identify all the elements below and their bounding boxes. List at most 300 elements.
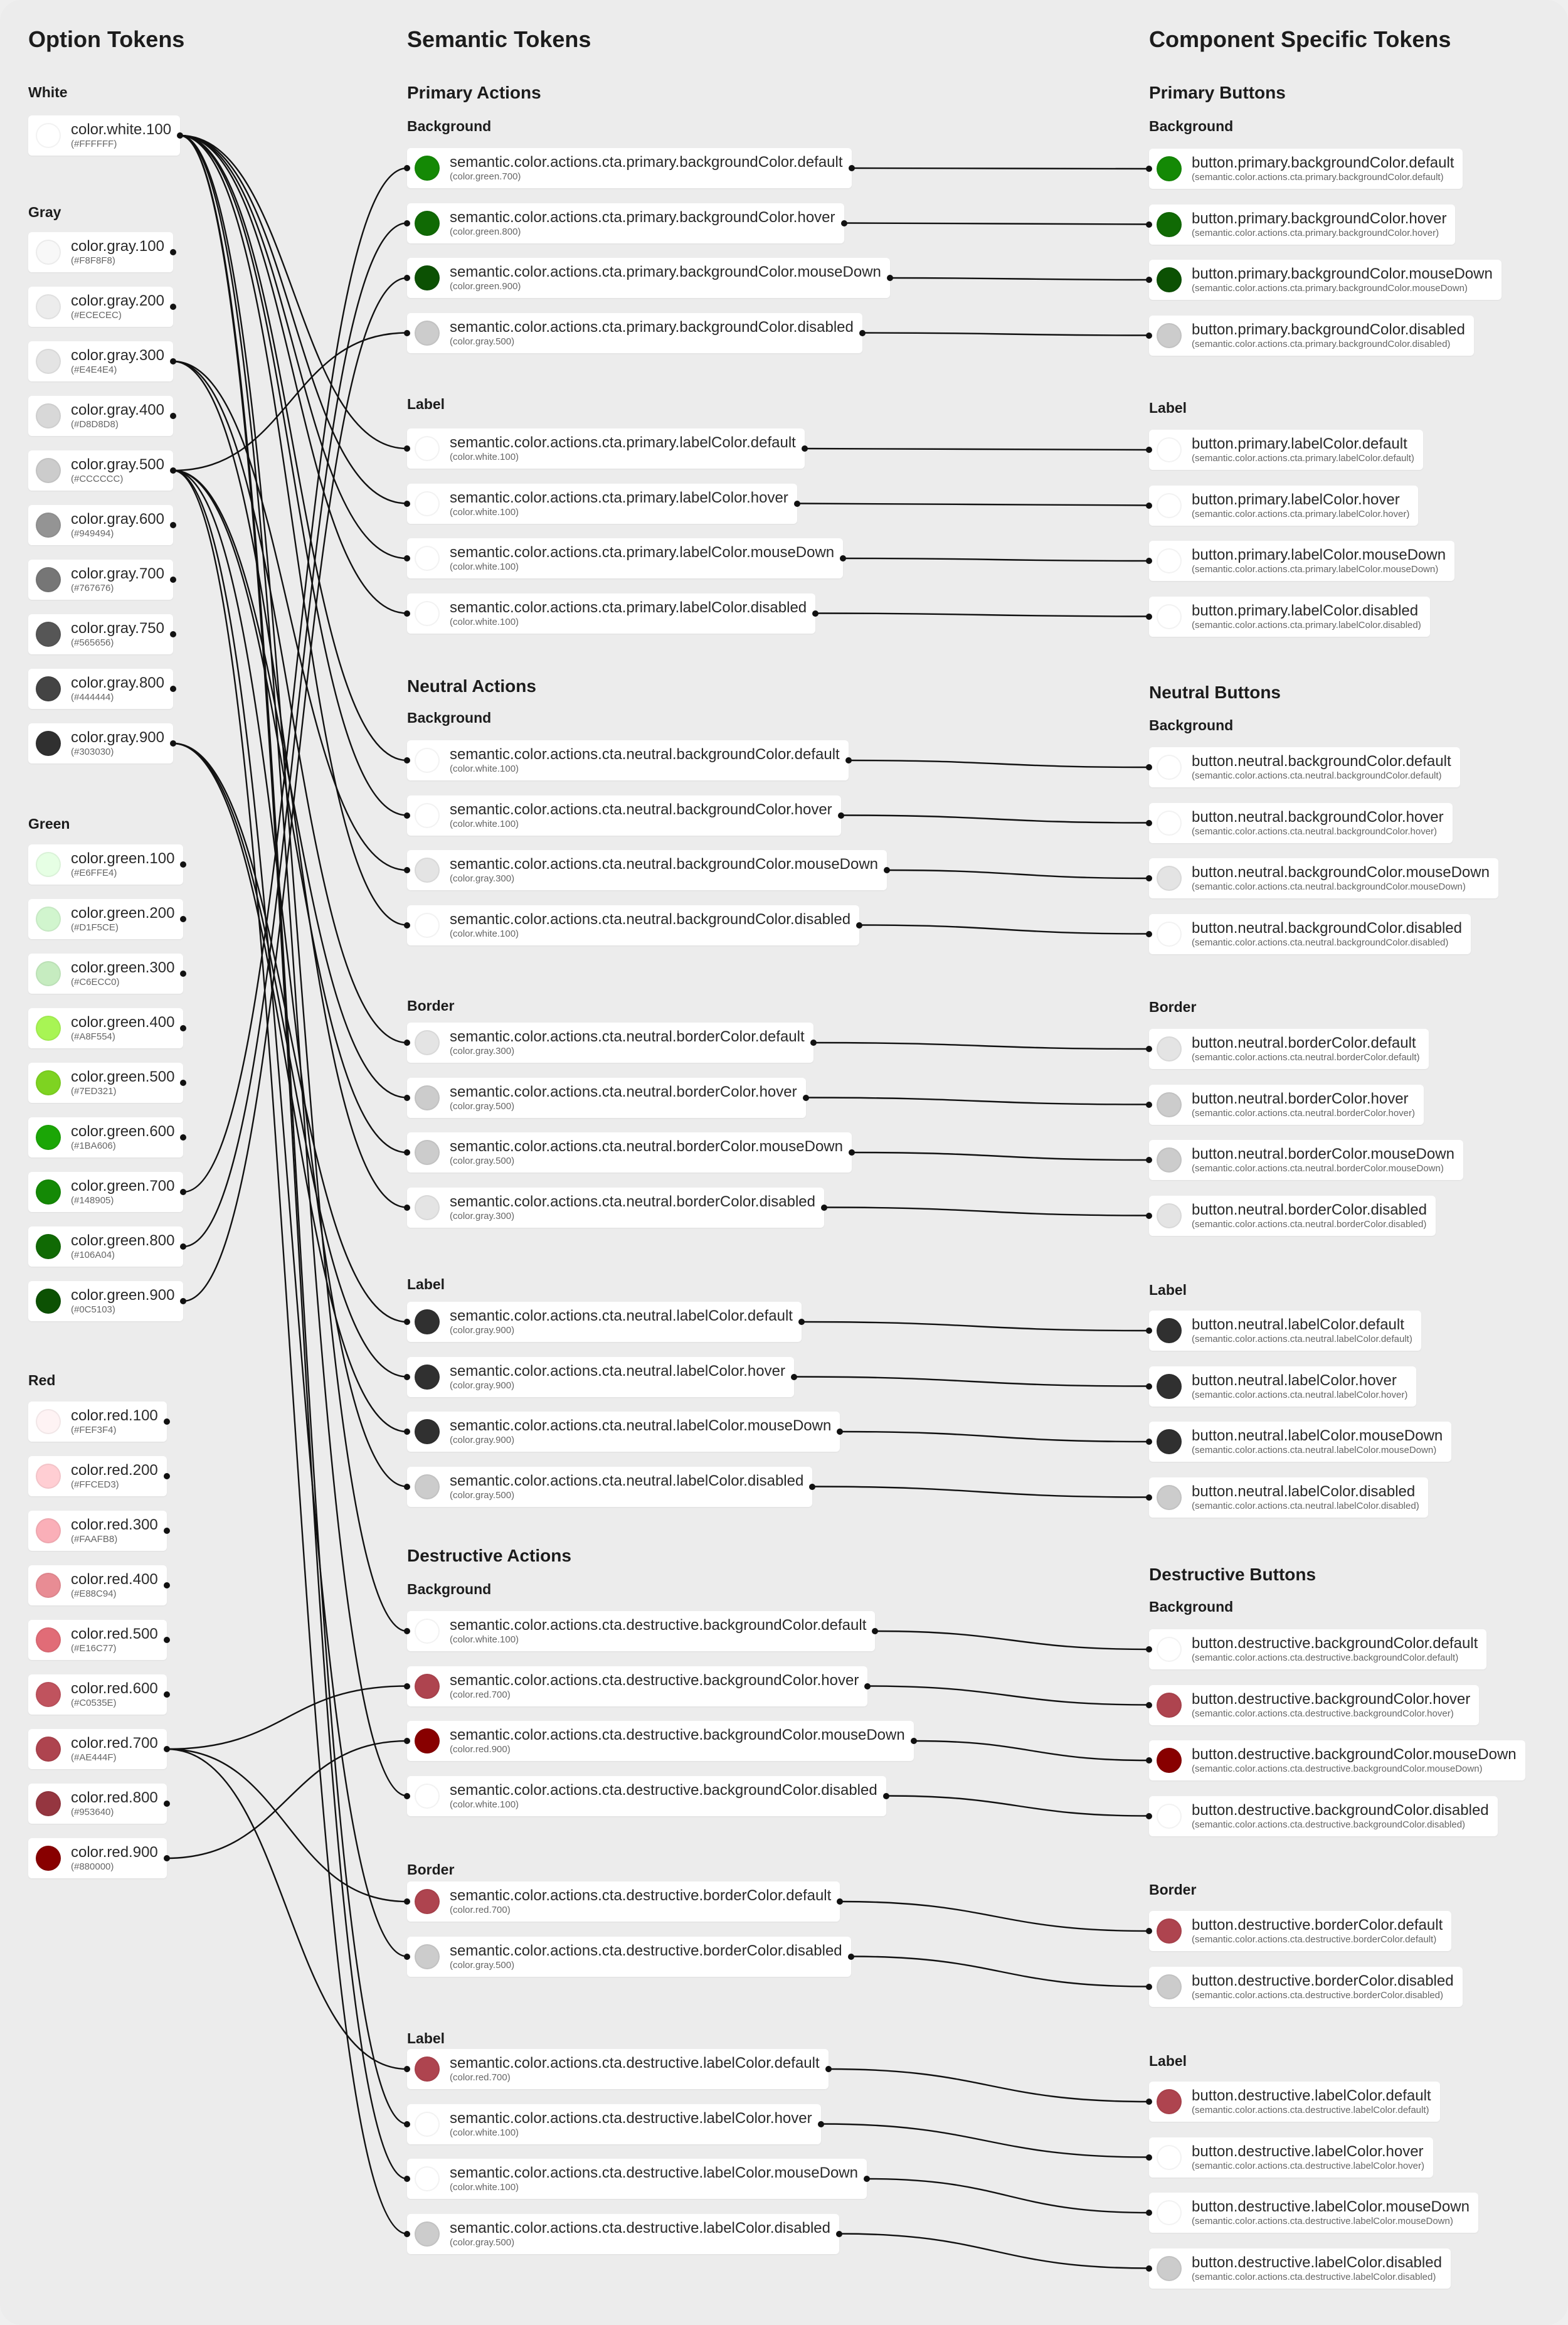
- color-swatch-icon: [415, 211, 440, 236]
- token-text: [450, 1308, 793, 1336]
- token-reference: (#FEF3F4): [71, 1425, 117, 1436]
- semantic-output-dot[interactable]: [849, 165, 855, 171]
- token-card-color-red-100[interactable]: [28, 1402, 167, 1442]
- component-input-dot[interactable]: [1146, 166, 1152, 172]
- token-card-semantic-color-actions-cta-destructive-labelColor-hover[interactable]: [407, 2104, 821, 2144]
- component-input-dot[interactable]: [1146, 614, 1152, 620]
- token-card-color-gray-900[interactable]: [28, 723, 173, 763]
- component-input-dot[interactable]: [1146, 1383, 1152, 1390]
- token-card-semantic-color-actions-cta-primary-labelColor-hover[interactable]: [407, 484, 797, 524]
- semantic-input-dot[interactable]: [404, 610, 410, 617]
- token-card-button-primary-backgroundColor-hover[interactable]: [1149, 205, 1455, 245]
- semantic-group-title: Neutral Actions: [407, 676, 536, 696]
- component-input-dot[interactable]: [1146, 931, 1152, 937]
- semantic-input-dot[interactable]: [404, 1429, 410, 1435]
- token-card-semantic-color-actions-cta-neutral-borderColor-mouseDown[interactable]: [407, 1132, 852, 1173]
- option-connector-dot[interactable]: [170, 467, 176, 474]
- token-card-button-destructive-backgroundColor-mouseDown[interactable]: [1149, 1740, 1525, 1780]
- token-card-button-destructive-labelColor-default[interactable]: [1149, 2082, 1440, 2122]
- token-name: button.primary.labelColor.mouseDown: [1192, 546, 1446, 564]
- token-name: color.red.700: [71, 1735, 158, 1752]
- token-card-color-gray-100[interactable]: [28, 232, 173, 272]
- token-card-button-primary-labelColor-hover[interactable]: [1149, 486, 1418, 526]
- option-connector-dot[interactable]: [164, 1691, 170, 1698]
- option-connector-dot[interactable]: [164, 1746, 170, 1752]
- token-text: [71, 1735, 158, 1763]
- color-swatch-icon: [36, 294, 61, 319]
- semantic-input-dot[interactable]: [404, 1205, 410, 1211]
- token-reference: (semantic.color.actions.cta.neutral.borderColor.mouseDown): [1192, 1163, 1444, 1174]
- token-text: [450, 856, 878, 884]
- color-swatch-icon: [1157, 1918, 1182, 1944]
- semantic-input-dot[interactable]: [404, 555, 410, 561]
- semantic-output-dot[interactable]: [849, 1149, 855, 1156]
- token-name: color.gray.900: [71, 729, 164, 747]
- token-reference: (#ECECEC): [71, 310, 122, 321]
- option-connector-dot[interactable]: [170, 740, 176, 747]
- connection-line: [844, 223, 1149, 225]
- token-text: [450, 2165, 858, 2193]
- option-connector-dot[interactable]: [180, 1134, 186, 1141]
- token-card-button-neutral-backgroundColor-default[interactable]: [1149, 747, 1460, 787]
- option-connector-dot[interactable]: [164, 1801, 170, 1807]
- semantic-input-dot[interactable]: [404, 1374, 410, 1380]
- semantic-output-dot[interactable]: [809, 1484, 815, 1490]
- token-name: semantic.color.actions.cta.destructive.borderColor.disabled: [450, 1942, 842, 1959]
- option-connector-dot[interactable]: [164, 1473, 170, 1479]
- component-input-dot[interactable]: [1146, 1494, 1152, 1501]
- component-input-dot[interactable]: [1146, 1928, 1152, 1934]
- semantic-input-dot[interactable]: [404, 867, 410, 873]
- token-reference: (semantic.color.actions.cta.neutral.borderColor.default): [1192, 1052, 1420, 1063]
- token-card-button-neutral-backgroundColor-disabled[interactable]: [1149, 914, 1471, 954]
- token-card-button-primary-labelColor-disabled[interactable]: [1149, 597, 1430, 637]
- token-card-color-green-700[interactable]: [28, 1172, 183, 1212]
- token-text: [1192, 1146, 1454, 1174]
- component-input-dot[interactable]: [1146, 2154, 1152, 2161]
- component-input-dot[interactable]: [1146, 1757, 1152, 1764]
- token-card-button-neutral-backgroundColor-hover[interactable]: [1149, 803, 1453, 843]
- option-connector-dot[interactable]: [177, 132, 183, 139]
- token-text: [450, 600, 807, 627]
- token-card-semantic-color-actions-cta-destructive-labelColor-mouseDown[interactable]: [407, 2159, 867, 2199]
- color-swatch-icon: [415, 436, 440, 461]
- component-input-dot[interactable]: [1146, 503, 1152, 509]
- semantic-input-dot[interactable]: [404, 1040, 410, 1046]
- semantic-input-dot[interactable]: [404, 1954, 410, 1960]
- token-text: [1192, 1973, 1454, 2001]
- token-card-semantic-color-actions-cta-neutral-backgroundColor-default[interactable]: [407, 740, 849, 780]
- token-text: [450, 154, 843, 182]
- connection-line: [794, 1377, 1149, 1386]
- component-input-dot[interactable]: [1146, 1046, 1152, 1052]
- semantic-output-dot[interactable]: [841, 220, 847, 226]
- option-connector-dot[interactable]: [180, 861, 186, 868]
- semantic-output-dot[interactable]: [864, 2176, 870, 2182]
- component-input-dot[interactable]: [1146, 1813, 1152, 1819]
- option-connector-dot[interactable]: [180, 1080, 186, 1086]
- component-input-dot[interactable]: [1146, 1984, 1152, 1990]
- semantic-input-dot[interactable]: [404, 1793, 410, 1799]
- component-input-dot[interactable]: [1146, 447, 1152, 453]
- token-card-semantic-color-actions-cta-destructive-labelColor-disabled[interactable]: [407, 2214, 839, 2254]
- option-connector-dot[interactable]: [164, 1418, 170, 1425]
- token-card-semantic-color-actions-cta-destructive-borderColor-default[interactable]: [407, 1881, 840, 1922]
- token-card-color-gray-600[interactable]: [28, 505, 173, 545]
- semantic-output-dot[interactable]: [845, 757, 852, 763]
- option-connector-dot[interactable]: [170, 577, 176, 583]
- token-name: color.red.900: [71, 1844, 158, 1861]
- connection-line: [805, 449, 1149, 450]
- option-connector-dot[interactable]: [180, 1189, 186, 1195]
- color-swatch-icon: [415, 2221, 440, 2247]
- semantic-input-dot[interactable]: [404, 275, 410, 281]
- semantic-output-dot[interactable]: [821, 1205, 827, 1211]
- color-swatch-icon: [36, 123, 61, 148]
- semantic-output-dot[interactable]: [872, 1628, 878, 1634]
- token-reference: (#FFFFFF): [71, 139, 117, 150]
- token-card-color-gray-400[interactable]: [28, 396, 173, 436]
- token-card-button-primary-backgroundColor-default[interactable]: [1149, 149, 1463, 189]
- token-card-semantic-color-actions-cta-destructive-labelColor-default[interactable]: [407, 2049, 829, 2089]
- semantic-input-dot[interactable]: [404, 165, 410, 171]
- token-reference: (semantic.color.actions.cta.primary.backgroundColor.disabled): [1192, 338, 1451, 349]
- component-input-dot[interactable]: [1146, 1102, 1152, 1108]
- component-input-dot[interactable]: [1146, 1439, 1152, 1445]
- token-card-button-destructive-backgroundColor-default[interactable]: [1149, 1629, 1486, 1669]
- token-text: [450, 1727, 905, 1755]
- color-swatch-icon: [415, 1085, 440, 1110]
- token-card-button-destructive-backgroundColor-disabled[interactable]: [1149, 1796, 1498, 1836]
- color-swatch-icon: [415, 1419, 440, 1444]
- component-input-dot[interactable]: [1146, 2265, 1152, 2272]
- option-connector-dot[interactable]: [170, 304, 176, 310]
- token-name: button.destructive.backgroundColor.disabled: [1192, 1801, 1489, 1819]
- semantic-group-title: Primary Actions: [407, 83, 541, 102]
- semantic-input-dot[interactable]: [404, 757, 410, 763]
- token-name: color.green.300: [71, 959, 175, 977]
- semantic-input-dot[interactable]: [404, 1738, 410, 1744]
- token-card-color-red-600[interactable]: [28, 1674, 167, 1715]
- option-connector-dot[interactable]: [180, 916, 186, 922]
- color-swatch-icon: [415, 265, 440, 290]
- component-input-dot[interactable]: [1146, 2210, 1152, 2216]
- token-card-color-gray-750[interactable]: [28, 614, 173, 654]
- component-input-dot[interactable]: [1146, 1327, 1152, 1334]
- token-reference: (#FFCED3): [71, 1479, 119, 1491]
- token-card-color-gray-500[interactable]: [28, 450, 173, 491]
- component-input-dot[interactable]: [1146, 277, 1152, 283]
- color-swatch-icon: [415, 1889, 440, 1914]
- token-card-color-red-200[interactable]: [28, 1456, 167, 1496]
- token-card-color-green-300[interactable]: [28, 954, 183, 994]
- option-connector-dot[interactable]: [180, 1025, 186, 1031]
- token-card-button-destructive-borderColor-disabled[interactable]: [1149, 1967, 1463, 2007]
- token-card-color-green-500[interactable]: [28, 1063, 183, 1103]
- option-connector-dot[interactable]: [170, 686, 176, 692]
- token-reference: (color.white.100): [450, 506, 519, 518]
- semantic-input-dot[interactable]: [404, 2231, 410, 2237]
- semantic-input-dot[interactable]: [404, 330, 410, 336]
- token-card-color-gray-200[interactable]: [28, 287, 173, 327]
- token-card-semantic-color-actions-cta-destructive-backgroundColor-disabled[interactable]: [407, 1776, 886, 1816]
- semantic-output-dot[interactable]: [803, 1095, 809, 1101]
- token-card-semantic-color-actions-cta-primary-labelColor-disabled[interactable]: [407, 593, 815, 634]
- token-card-semantic-color-actions-cta-destructive-backgroundColor-default[interactable]: [407, 1611, 875, 1651]
- semantic-output-dot[interactable]: [837, 1429, 843, 1435]
- color-swatch-icon: [36, 1518, 61, 1543]
- semantic-input-dot[interactable]: [404, 922, 410, 928]
- semantic-output-dot[interactable]: [818, 2121, 824, 2127]
- token-card-semantic-color-actions-cta-destructive-backgroundColor-mouseDown[interactable]: [407, 1721, 914, 1761]
- connection-line: [839, 2234, 1149, 2269]
- semantic-output-dot[interactable]: [883, 1793, 889, 1799]
- semantic-output-dot[interactable]: [837, 1898, 843, 1905]
- semantic-output-dot[interactable]: [794, 501, 800, 507]
- component-input-dot[interactable]: [1146, 820, 1152, 826]
- option-connector-dot[interactable]: [180, 971, 186, 977]
- token-card-button-neutral-borderColor-mouseDown[interactable]: [1149, 1140, 1463, 1180]
- semantic-output-dot[interactable]: [864, 1683, 871, 1689]
- semantic-input-dot[interactable]: [404, 1149, 410, 1156]
- semantic-output-dot[interactable]: [810, 1040, 817, 1046]
- token-card-semantic-color-actions-cta-neutral-backgroundColor-mouseDown[interactable]: [407, 850, 887, 890]
- token-card-color-red-900[interactable]: [28, 1838, 167, 1878]
- connection-line: [812, 1487, 1149, 1498]
- option-connector-dot[interactable]: [164, 1855, 170, 1861]
- token-reference: (semantic.color.actions.cta.primary.backgroundColor.hover): [1192, 227, 1439, 238]
- color-swatch-icon: [36, 567, 61, 592]
- token-reference: (#0C5103): [71, 1304, 115, 1316]
- option-connector-dot[interactable]: [170, 631, 176, 637]
- semantic-output-dot[interactable]: [836, 2231, 842, 2237]
- token-card-button-neutral-borderColor-default[interactable]: [1149, 1029, 1429, 1069]
- component-input-dot[interactable]: [1146, 2099, 1152, 2105]
- token-reference: (semantic.color.actions.cta.primary.labelColor.mouseDown): [1192, 564, 1439, 575]
- semantic-output-dot[interactable]: [911, 1738, 917, 1744]
- token-card-semantic-color-actions-cta-neutral-borderColor-hover[interactable]: [407, 1078, 806, 1118]
- token-card-color-green-400[interactable]: [28, 1008, 183, 1048]
- semantic-input-dot[interactable]: [404, 1898, 410, 1905]
- semantic-output-dot[interactable]: [838, 812, 844, 819]
- token-card-button-neutral-borderColor-disabled[interactable]: [1149, 1196, 1436, 1236]
- token-card-button-neutral-labelColor-disabled[interactable]: [1149, 1477, 1428, 1518]
- token-text: [71, 1408, 158, 1435]
- token-card-color-green-600[interactable]: [28, 1117, 183, 1157]
- token-card-semantic-color-actions-cta-neutral-backgroundColor-disabled[interactable]: [407, 905, 859, 945]
- token-card-button-primary-backgroundColor-disabled[interactable]: [1149, 316, 1474, 356]
- connection-line: [173, 333, 407, 471]
- semantic-output-dot[interactable]: [887, 275, 893, 281]
- token-reference: (color.red.700): [450, 2072, 511, 2083]
- semantic-input-dot[interactable]: [404, 2176, 410, 2182]
- color-swatch-icon: [36, 622, 61, 647]
- token-card-button-destructive-labelColor-hover[interactable]: [1149, 2137, 1433, 2178]
- token-card-button-primary-backgroundColor-mouseDown[interactable]: [1149, 260, 1502, 300]
- token-card-button-destructive-backgroundColor-hover[interactable]: [1149, 1685, 1479, 1725]
- option-connector-dot[interactable]: [170, 522, 176, 528]
- token-card-button-destructive-labelColor-mouseDown[interactable]: [1149, 2193, 1478, 2233]
- connection-line: [914, 1741, 1149, 1760]
- token-card-button-neutral-labelColor-hover[interactable]: [1149, 1366, 1416, 1407]
- token-text: [450, 1139, 843, 1166]
- token-text: [1192, 1802, 1489, 1830]
- token-card-semantic-color-actions-cta-destructive-backgroundColor-hover[interactable]: [407, 1666, 867, 1706]
- token-card-button-neutral-borderColor-hover[interactable]: [1149, 1085, 1424, 1125]
- semantic-section-title: Background: [407, 118, 492, 134]
- token-card-color-green-800[interactable]: [28, 1226, 183, 1267]
- connection-line: [173, 471, 407, 1098]
- token-text: [1192, 266, 1493, 294]
- color-swatch-icon: [1157, 1036, 1182, 1061]
- token-text: [1192, 155, 1454, 183]
- token-text: [71, 1462, 158, 1490]
- token-text: [450, 1617, 866, 1645]
- token-card-semantic-color-actions-cta-neutral-backgroundColor-hover[interactable]: [407, 795, 841, 836]
- token-card-semantic-color-actions-cta-primary-backgroundColor-default[interactable]: [407, 148, 852, 188]
- option-connector-dot[interactable]: [170, 413, 176, 419]
- token-card-button-neutral-labelColor-default[interactable]: [1149, 1311, 1421, 1351]
- token-card-semantic-color-actions-cta-neutral-labelColor-mouseDown[interactable]: [407, 1412, 840, 1452]
- token-name: semantic.color.actions.cta.neutral.labelColor.default: [450, 1307, 793, 1325]
- token-card-semantic-color-actions-cta-neutral-labelColor-default[interactable]: [407, 1302, 802, 1342]
- token-card-color-green-100[interactable]: [28, 844, 183, 885]
- option-connector-dot[interactable]: [164, 1582, 170, 1588]
- token-reference: (semantic.color.actions.cta.destructive.labelColor.mouseDown): [1192, 2216, 1453, 2227]
- semantic-section-title: Label: [407, 2030, 445, 2046]
- semantic-output-dot[interactable]: [859, 330, 866, 336]
- connection-line: [173, 361, 407, 870]
- token-text: [450, 747, 840, 774]
- semantic-output-dot[interactable]: [812, 610, 818, 617]
- token-card-color-red-400[interactable]: [28, 1565, 167, 1605]
- option-connector-dot[interactable]: [164, 1528, 170, 1534]
- token-card-semantic-color-actions-cta-neutral-labelColor-hover[interactable]: [407, 1357, 794, 1397]
- token-card-semantic-color-actions-cta-primary-backgroundColor-hover[interactable]: [407, 203, 844, 243]
- semantic-output-dot[interactable]: [856, 922, 862, 928]
- option-connector-dot[interactable]: [180, 1243, 186, 1250]
- semantic-input-dot[interactable]: [404, 220, 410, 226]
- token-name: color.red.200: [71, 1462, 158, 1479]
- token-card-color-red-800[interactable]: [28, 1784, 167, 1824]
- semantic-output-dot[interactable]: [884, 867, 890, 873]
- color-swatch-icon: [1157, 755, 1182, 780]
- option-connector-dot[interactable]: [180, 1298, 186, 1304]
- semantic-output-dot[interactable]: [840, 555, 846, 561]
- semantic-input-dot[interactable]: [404, 1319, 410, 1325]
- token-reference: (semantic.color.actions.cta.neutral.backgroundColor.hover): [1192, 826, 1438, 837]
- token-card-button-destructive-labelColor-disabled[interactable]: [1149, 2248, 1451, 2289]
- component-input-dot[interactable]: [1146, 1702, 1152, 1708]
- semantic-input-dot[interactable]: [404, 2121, 410, 2127]
- token-text: [71, 1681, 158, 1708]
- option-connector-dot[interactable]: [164, 1637, 170, 1643]
- semantic-output-dot[interactable]: [848, 1954, 854, 1960]
- component-section-title: Label: [1149, 400, 1187, 416]
- semantic-input-dot[interactable]: [404, 445, 410, 452]
- token-text: [1192, 1484, 1419, 1511]
- token-text: [71, 960, 174, 987]
- token-card-color-red-700[interactable]: [28, 1729, 167, 1769]
- token-name: button.destructive.backgroundColor.hover: [1192, 1690, 1471, 1708]
- connection-line: [180, 136, 407, 1631]
- color-swatch-icon: [1157, 267, 1182, 292]
- token-reference: (#767676): [71, 583, 114, 594]
- token-card-semantic-color-actions-cta-primary-backgroundColor-disabled[interactable]: [407, 313, 862, 353]
- token-card-color-gray-700[interactable]: [28, 560, 173, 600]
- token-card-semantic-color-actions-cta-primary-labelColor-default[interactable]: [407, 428, 805, 469]
- token-card-semantic-color-actions-cta-neutral-labelColor-disabled[interactable]: [407, 1467, 812, 1507]
- token-card-color-green-900[interactable]: [28, 1281, 183, 1321]
- token-reference: (#D8D8D8): [71, 419, 119, 430]
- semantic-output-dot[interactable]: [825, 2066, 832, 2072]
- component-input-dot[interactable]: [1146, 558, 1152, 564]
- token-reference: (semantic.color.actions.cta.neutral.borderColor.hover): [1192, 1107, 1416, 1119]
- semantic-group-title: Destructive Actions: [407, 1546, 571, 1565]
- semantic-input-dot[interactable]: [404, 812, 410, 819]
- semantic-input-dot[interactable]: [404, 1095, 410, 1101]
- semantic-output-dot[interactable]: [798, 1319, 805, 1325]
- semantic-output-dot[interactable]: [802, 445, 808, 452]
- token-card-semantic-color-actions-cta-primary-backgroundColor-mouseDown[interactable]: [407, 258, 890, 298]
- option-connector-dot[interactable]: [170, 249, 176, 255]
- component-input-dot[interactable]: [1146, 764, 1152, 770]
- component-input-dot[interactable]: [1146, 1213, 1152, 1219]
- semantic-input-dot[interactable]: [404, 501, 410, 507]
- semantic-input-dot[interactable]: [404, 1484, 410, 1490]
- token-card-button-neutral-labelColor-mouseDown[interactable]: [1149, 1422, 1451, 1462]
- token-card-color-gray-300[interactable]: [28, 341, 173, 381]
- component-input-dot[interactable]: [1146, 875, 1152, 881]
- token-card-button-destructive-borderColor-default[interactable]: [1149, 1911, 1451, 1951]
- token-card-color-green-200[interactable]: [28, 899, 183, 939]
- token-reference: (semantic.color.actions.cta.primary.labelColor.hover): [1192, 508, 1410, 519]
- token-card-color-gray-800[interactable]: [28, 669, 173, 709]
- token-text: [1192, 492, 1409, 519]
- semantic-input-dot[interactable]: [404, 2066, 410, 2072]
- token-text: [71, 1517, 158, 1545]
- connection-line: [180, 136, 407, 816]
- token-card-semantic-color-actions-cta-neutral-borderColor-default[interactable]: [407, 1023, 813, 1063]
- token-text: [71, 675, 164, 703]
- semantic-input-dot[interactable]: [404, 1683, 410, 1689]
- option-connector-dot[interactable]: [170, 358, 176, 364]
- token-card-button-primary-labelColor-default[interactable]: [1149, 430, 1423, 470]
- color-swatch-icon: [415, 156, 440, 181]
- token-card-color-red-500[interactable]: [28, 1620, 167, 1660]
- component-input-dot[interactable]: [1146, 221, 1152, 228]
- color-swatch-icon: [36, 240, 61, 265]
- component-input-dot[interactable]: [1146, 1157, 1152, 1163]
- token-name: semantic.color.actions.cta.primary.backgroundColor.mouseDown: [450, 263, 881, 281]
- component-input-dot[interactable]: [1146, 1646, 1152, 1652]
- token-card-button-neutral-backgroundColor-mouseDown[interactable]: [1149, 858, 1498, 898]
- color-swatch-icon: [1157, 156, 1182, 181]
- token-card-button-primary-labelColor-mouseDown[interactable]: [1149, 541, 1454, 581]
- token-name: semantic.color.actions.cta.destructive.labelColor.disabled: [450, 2219, 830, 2237]
- component-input-dot[interactable]: [1146, 333, 1152, 339]
- semantic-input-dot[interactable]: [404, 1628, 410, 1634]
- token-card-color-white-100[interactable]: [28, 115, 180, 156]
- token-reference: (semantic.color.actions.cta.destructive.labelColor.hover): [1192, 2160, 1425, 2171]
- token-card-semantic-color-actions-cta-neutral-borderColor-disabled[interactable]: [407, 1188, 824, 1228]
- color-swatch-icon: [415, 1944, 440, 1969]
- token-card-semantic-color-actions-cta-destructive-borderColor-disabled[interactable]: [407, 1937, 851, 1977]
- token-card-color-red-300[interactable]: [28, 1511, 167, 1551]
- token-reference: (color.white.100): [450, 616, 519, 627]
- token-card-semantic-color-actions-cta-primary-labelColor-mouseDown[interactable]: [407, 538, 843, 578]
- semantic-output-dot[interactable]: [791, 1374, 797, 1380]
